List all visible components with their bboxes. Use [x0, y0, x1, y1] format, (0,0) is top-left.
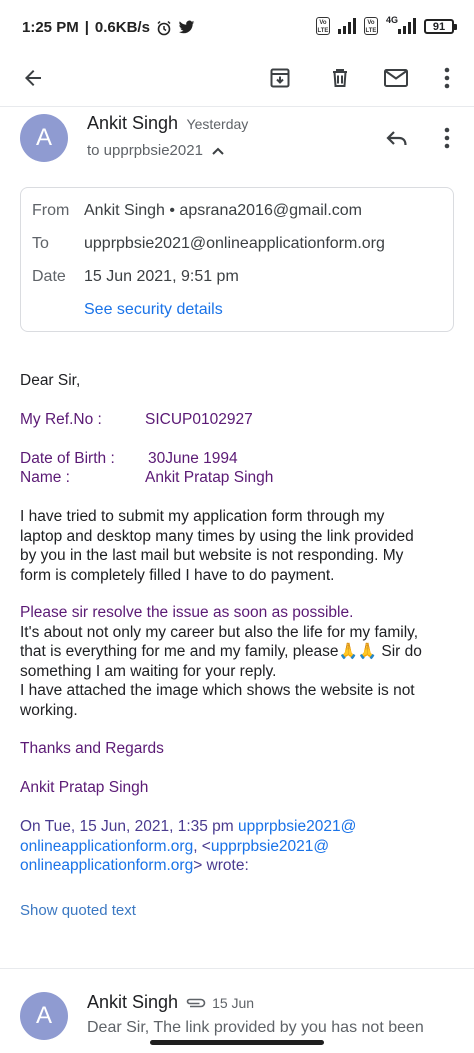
volte-icon: Vo LTE	[316, 17, 330, 35]
collapsed-message[interactable]	[0, 970, 474, 1040]
next-sender-line	[87, 992, 254, 1013]
next-sender-name: Ankit Singh	[87, 992, 179, 1012]
to-label: To	[32, 235, 49, 252]
signature: Ankit Pratap Singh	[20, 779, 149, 796]
mail-icon	[383, 67, 409, 89]
status-time: 1:25 PM	[22, 19, 79, 36]
date-label: Date	[32, 268, 66, 285]
from-value: Ankit Singh • apsrana2016@gmail.com	[84, 202, 362, 219]
paragraph-1: I have tried to submit my application form through my laptop and desktop many times by using the link provided by you in the last mail but website is not responding. My form is completely filled I have to do payment.	[20, 508, 414, 584]
alarm-icon	[156, 20, 172, 36]
battery-icon: 91	[424, 19, 454, 34]
gesture-bar[interactable]	[150, 1040, 324, 1045]
more-options-button[interactable]	[429, 60, 465, 96]
volte-icon-2: Vo LTE	[364, 17, 378, 35]
signal-icon-2	[398, 18, 416, 34]
status-left: 1:25 PM | 0.6KB/s	[22, 19, 195, 36]
avatar[interactable]: A	[20, 114, 68, 162]
back-button[interactable]	[15, 60, 51, 96]
message-details-card	[20, 187, 454, 332]
ref-label: My Ref.No :	[20, 411, 102, 428]
status-bar	[0, 0, 474, 54]
show-quoted-text-link[interactable]: Show quoted text	[20, 902, 136, 919]
date-value: 15 Jun 2021, 9:51 pm	[84, 268, 239, 285]
signal-icon	[338, 18, 356, 34]
reply-icon	[385, 128, 409, 148]
status-speed: 0.6KB/s	[94, 19, 150, 36]
mark-unread-button[interactable]	[378, 60, 414, 96]
more-vert-icon	[444, 67, 450, 89]
quote-attribution: On Tue, 15 Jun, 2021, 1:35 pm upprpbsie2021@ onlineapplicationform.org, <upprpbsie2021@ onlineapplicationform.org> wrote:	[20, 818, 357, 874]
to-value: upprpbsie2021@onlineapplicationform.org	[84, 235, 385, 252]
ref-value: SICUP0102927	[145, 411, 253, 428]
from-label: From	[32, 202, 70, 219]
delete-button[interactable]	[322, 60, 358, 96]
closing: Thanks and Regards	[20, 740, 164, 757]
sender-line	[87, 113, 248, 134]
archive-icon	[268, 66, 292, 90]
quoted-email-link-1[interactable]: upprpbsie2021@	[238, 818, 357, 835]
trash-icon	[328, 66, 352, 90]
next-snippet: Dear Sir, The link provided by you has not been	[87, 1019, 424, 1036]
dob-value: 30June 1994	[148, 450, 238, 467]
quoted-email-link-2[interactable]: upprpbsie2021@	[210, 837, 330, 855]
recipient-text: to upprpbsie2021	[87, 142, 203, 159]
next-avatar: A	[20, 992, 68, 1040]
paragraph-2: Please sir resolve the issue as soon as possible. It's about not only my career but also the life for my family, that is everything for me and my family, please🙏🙏 Sir do something I am waiting for your reply. I have attached the image which shows the website is not working.	[20, 604, 422, 719]
quoted-email-link-2b[interactable]: onlineapplicationform.org	[20, 857, 194, 874]
dob-label: Date of Birth :	[20, 450, 115, 467]
twitter-icon	[178, 20, 195, 35]
back-arrow-icon	[21, 66, 45, 90]
message-divider	[0, 968, 474, 969]
appbar-divider	[0, 106, 474, 107]
sender-name: Ankit Singh	[87, 113, 179, 133]
security-details-link[interactable]: See security details	[84, 301, 223, 318]
more-vert-icon	[444, 127, 450, 149]
reply-button[interactable]	[379, 120, 415, 156]
attachment-icon	[184, 997, 206, 1009]
network-type: 4G	[385, 15, 398, 25]
greeting: Dear Sir,	[20, 372, 81, 389]
name-label: Name :	[20, 469, 70, 486]
status-right	[316, 17, 454, 35]
chevron-up-icon	[211, 146, 225, 156]
message-more-button[interactable]	[429, 120, 465, 156]
message-time: Yesterday	[186, 116, 249, 132]
next-message-time: 15 Jun	[212, 994, 255, 1011]
name-value: Ankit Pratap Singh	[145, 469, 274, 486]
recipient-toggle[interactable]	[87, 142, 225, 159]
quoted-email-link-1b[interactable]: onlineapplicationform.org	[20, 837, 194, 855]
archive-button[interactable]	[262, 60, 298, 96]
